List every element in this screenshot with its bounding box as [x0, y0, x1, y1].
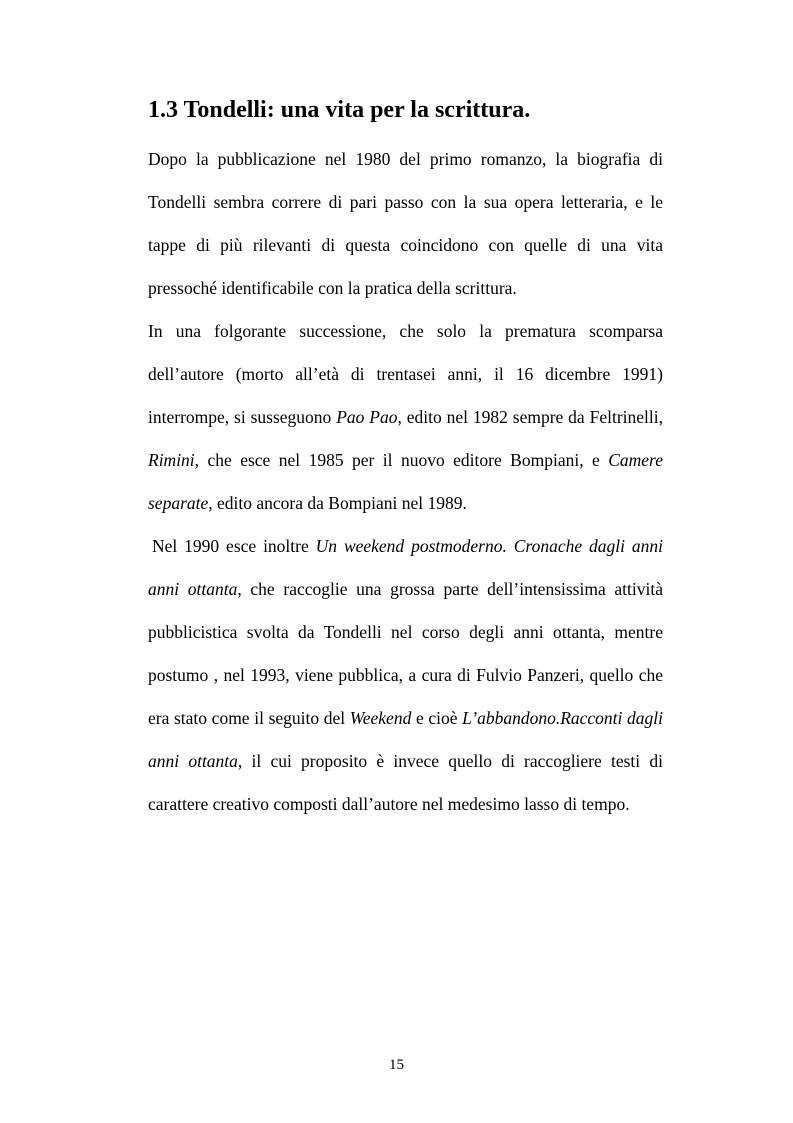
text-run: , il cui proposito è invece quello di raccogliere testi di carattere creativo composti dall’autore nel medesimo lasso di tempo. [148, 751, 663, 814]
page-number: 15 [389, 1057, 404, 1073]
section-heading: 1.3 Tondelli: una vita per la scrittura. [148, 97, 531, 123]
body-text [148, 138, 663, 826]
text-run: Dopo la pubblicazione nel 1980 del primo romanzo, la biografia di Tondelli sembra correre di pari passo con la sua opera letteraria, e le tappe di più rilevanti di questa coincidono con quelle di una vita pressoché identificabile con la pratica della scrittura. [148, 149, 663, 298]
italic-title: Weekend [349, 708, 412, 728]
text-run: Nel 1990 esce inoltre [152, 536, 316, 556]
text-run: , edito ancora da Bompiani nel 1989. [208, 493, 467, 513]
text-run: , edito nel 1982 sempre da Feltrinelli, [397, 407, 663, 427]
text-run: In una folgorante successione, che solo la prematura scomparsa dell’autore (morto all’età di trentasei anni, il 16 dicembre 1991) interrompe, si susseguono [148, 321, 663, 427]
italic-title: L’abbandono.Racconti dagli anni ottanta [148, 708, 663, 771]
text-run: , che esce nel 1985 per il nuovo editore Bompiani, e [194, 450, 609, 470]
text-run: , che raccoglie una grossa parte dell’intensissima attività pubblicistica svolta da Tondelli nel corso degli anni ottanta, mentre postumo , nel 1993, viene pubblica, a cura di Fulvio Panzeri, quello che era stato come il seguito del [148, 579, 663, 728]
italic-title: Pao Pao [336, 407, 398, 427]
italic-title: Un weekend postmoderno. Cronache dagli anni anni ottanta [148, 536, 663, 599]
italic-title: Rimini [148, 450, 195, 470]
text-run: e cioè [411, 708, 463, 728]
paragraph [148, 310, 663, 525]
italic-title: Camere separate [148, 450, 663, 513]
paragraph [148, 525, 663, 826]
paragraph [148, 138, 663, 310]
